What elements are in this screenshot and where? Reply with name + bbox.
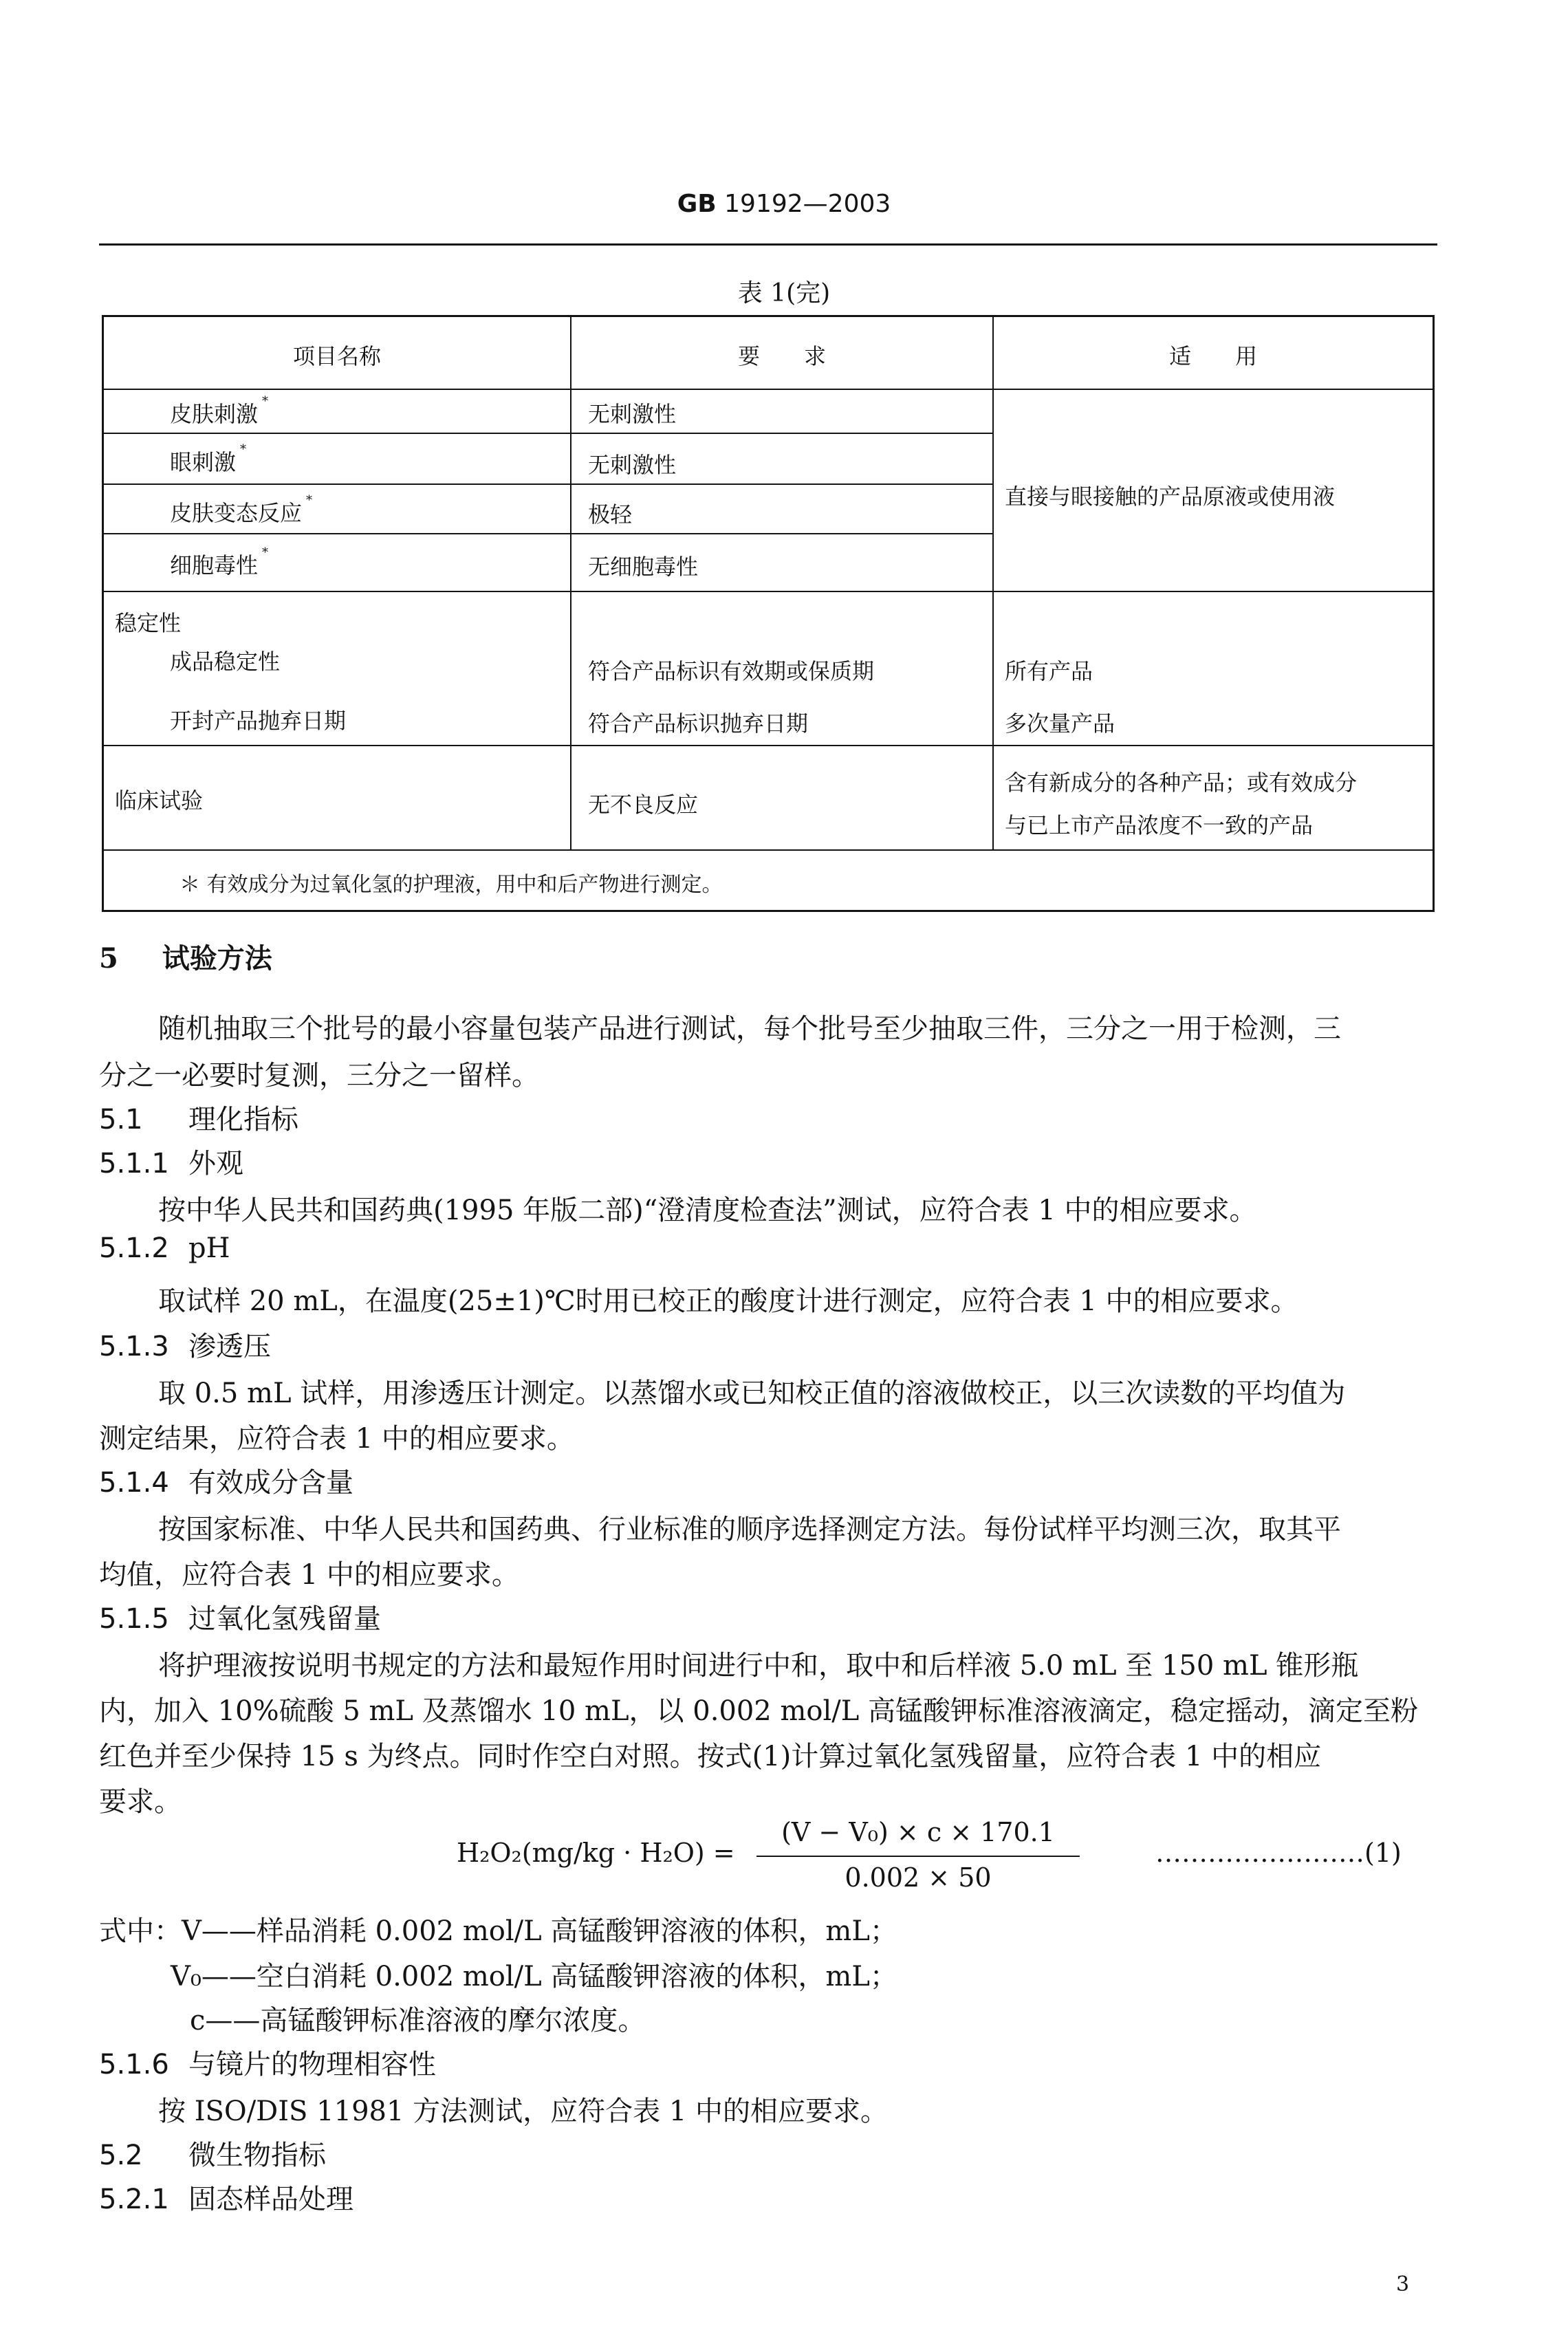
table-row-divider (104, 483, 992, 485)
section-number: 5.1.4 (99, 1467, 169, 1499)
paragraph-line: 取 0.5 mL 试样，用渗透压计测定。以蒸馏水或已知校正值的溶液做校正，以三次读数的平均值为 (158, 1378, 1346, 1409)
row-applicable-line2: 与已上市产品浓度不一致的产品 (1005, 812, 1314, 838)
paragraph-line: 均值，应符合表 1 中的相应要求。 (99, 1559, 519, 1591)
variable-definition: 式中：V——样品消耗 0.002 mol/L 高锰酸钾溶液的体积，mL； (99, 1915, 897, 1947)
header-applicable: 适 用 (1168, 343, 1257, 369)
row-requirement: 无刺激性 (588, 452, 677, 478)
table-col-divider (992, 317, 994, 849)
formula-fraction-bar (756, 1856, 1080, 1857)
table-row-divider (104, 433, 992, 434)
row-requirement: 极轻 (588, 501, 633, 528)
section-title: 渗透压 (188, 1331, 271, 1362)
section-5-1-6-heading (99, 2043, 436, 2082)
stability-title: 稳定性 (115, 610, 182, 636)
row-item-name: 开封产品抛弃日期 (170, 708, 347, 734)
section-number: 5.1.3 (99, 1331, 169, 1362)
standard-number (0, 190, 1568, 218)
section-number: 5.2.1 (99, 2184, 169, 2215)
row-applicable-line1: 含有新成分的各种产品；或有效成分 (1005, 770, 1358, 796)
footnote-marker: * (306, 493, 313, 508)
paragraph-line: 随机抽取三个批号的最小容量包装产品进行测试，每个批号至少抽取三件，三分之一用于检测，三 (158, 1013, 1341, 1045)
paragraph-line: 红色并至少保持 15 s 为终点。同时作空白对照。按式(1)计算过氧化氢残留量，应符合表 1 中的相应 (99, 1741, 1322, 1772)
row-item-name: 成品稳定性 (170, 649, 281, 675)
section-title: 固态样品处理 (188, 2184, 353, 2215)
section-number: 5 (99, 942, 118, 975)
footnote-marker: * (240, 442, 247, 457)
standard-code: 19192—2003 (724, 190, 891, 218)
table-row-divider (104, 745, 1433, 746)
header-rule (99, 243, 1437, 246)
paragraph-line: 按中华人民共和国药典(1995 年版二部)“澄清度检查法”测试，应符合表 1 中的相应要求。 (158, 1195, 1257, 1226)
section-5-1-2-heading (99, 1232, 230, 1264)
paragraph-line: 要求。 (99, 1786, 182, 1818)
merged-applicable-cell: 直接与眼接触的产品原液或使用液 (1005, 483, 1336, 510)
table-footnote-divider (104, 849, 1433, 851)
table-row-divider (104, 533, 992, 534)
row-applicable: 多次量产品 (1005, 710, 1115, 737)
section-number: 5.1.1 (99, 1148, 169, 1180)
row-requirement: 无刺激性 (588, 401, 677, 427)
section-5-1-3-heading (99, 1325, 271, 1364)
section-number: 5.1.2 (99, 1232, 169, 1264)
row-requirement: 符合产品标识抛弃日期 (588, 710, 809, 737)
section-5-1-1-heading (99, 1142, 243, 1181)
formula-numerator: (V − V₀) × c × 170.1 (781, 1817, 1055, 1847)
variable-definition: V₀——空白消耗 0.002 mol/L 高锰酸钾溶液的体积，mL； (171, 1961, 897, 1992)
paragraph-line: 按国家标准、中华人民共和国药典、行业标准的顺序选择测定方法。每份试样平均测三次，取其平 (158, 1514, 1341, 1545)
row-item-name: 细胞毒性 * (170, 545, 269, 578)
paragraph-line: 取试样 20 mL，在温度(25±1)℃时用已校正的酸度计进行测定，应符合表 1 中的相应要求。 (158, 1285, 1298, 1317)
paragraph-line: 分之一必要时复测，三分之一留样。 (99, 1060, 539, 1091)
row-item-name: 眼刺激 * (170, 442, 247, 475)
page-number: 3 (1396, 2272, 1410, 2296)
row-applicable: 所有产品 (1005, 658, 1093, 684)
formula-denominator: 0.002 × 50 (845, 1862, 992, 1893)
section-number: 5.1 (99, 1104, 143, 1135)
row-item-name: 临床试验 (115, 787, 204, 814)
formula-lhs: H₂O₂(mg/kg · H₂O) = (457, 1838, 735, 1868)
table-header-divider (104, 389, 1433, 390)
section-title: 过氧化氢残留量 (188, 1603, 381, 1635)
table-col-divider (570, 317, 571, 849)
row-requirement: 无细胞毒性 (588, 554, 699, 580)
section-title: pH (188, 1232, 230, 1264)
paragraph-line: 测定结果，应符合表 1 中的相应要求。 (99, 1423, 574, 1455)
table-caption: 表 1(完) (737, 279, 831, 307)
section-5-2-heading (99, 2133, 326, 2173)
section-number: 5.1.5 (99, 1603, 169, 1635)
paragraph-line: 内，加入 10%硫酸 5 mL 及蒸馏水 10 mL，以 0.002 mol/L 高锰酸钾标准溶液滴定，稳定摇动，滴定至粉 (99, 1695, 1419, 1727)
section-title: 理化指标 (188, 1104, 298, 1135)
section-5-1-heading (99, 1098, 298, 1137)
section-5-1-5-heading (99, 1597, 381, 1636)
section-number: 5.1.6 (99, 2049, 169, 2080)
section-title: 外观 (188, 1148, 243, 1180)
table-footnote: ＊ 有效成分为过氧化氢的护理液，用中和后产物进行测定。 (179, 873, 723, 897)
section-5-2-1-heading (99, 2177, 353, 2217)
footnote-marker: * (262, 394, 269, 409)
row-requirement: 无不良反应 (588, 792, 699, 818)
paragraph-line: 按 ISO/DIS 11981 方法测试，应符合表 1 中的相应要求。 (158, 2096, 889, 2127)
table-row-divider (104, 591, 1433, 592)
header-requirement: 要 求 (737, 343, 826, 369)
row-requirement: 符合产品标识有效期或保质期 (588, 658, 875, 684)
row-item-name: 皮肤刺激 * (170, 394, 269, 427)
header-item-name: 项目名称 (292, 343, 381, 369)
section-title: 与镜片的物理相容性 (188, 2049, 436, 2080)
section-5-1-4-heading (99, 1461, 353, 1500)
section-5-heading (99, 937, 272, 976)
variable-definition: c——高锰酸钾标准溶液的摩尔浓度。 (190, 2005, 646, 2036)
section-title: 微生物指标 (188, 2140, 326, 2171)
formula-tag: ……………………(1) (1155, 1838, 1402, 1868)
section-title: 有效成分含量 (188, 1467, 353, 1499)
section-title: 试验方法 (162, 942, 272, 975)
requirements-table (102, 315, 1435, 912)
row-item-name: 皮肤变态反应 * (170, 493, 313, 526)
paragraph-line: 将护理液按说明书规定的方法和最短作用时间进行中和，取中和后样液 5.0 mL 至 150 mL 锥形瓶 (158, 1650, 1359, 1682)
section-number: 5.2 (99, 2140, 143, 2171)
footnote-marker: * (262, 545, 269, 560)
standard-prefix: GB (677, 190, 717, 218)
